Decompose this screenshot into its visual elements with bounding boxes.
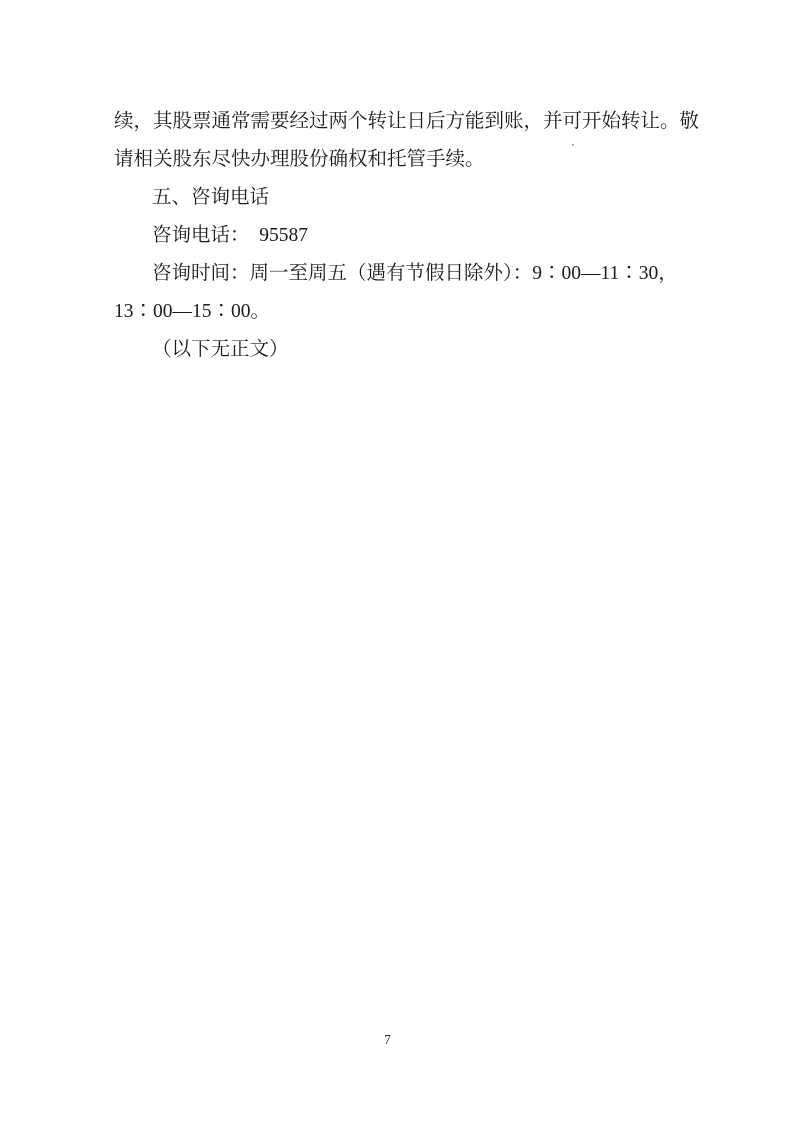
document-body [114,103,734,369]
page-footer [0,1031,775,1049]
text-line: 请相关股东尽快办理股份确权和托管手续。 [114,149,485,170]
text-line: 13∶00—15∶00。 [114,301,271,322]
text-line: 咨询时间：周一至周五（遇有节假日除外）：9∶00—11∶30， [152,263,678,284]
text-line: （以下无正文） [152,339,289,360]
page-number: 7 [384,1032,391,1047]
text-line: 续，其股票通常需要经过两个转让日后方能到账，并可开始转让。敬 [114,111,700,132]
scan-artifact-dot [572,144,574,146]
section-heading: 五、咨询电话 [152,187,270,208]
text-line: 咨询电话： 95587 [152,225,309,246]
